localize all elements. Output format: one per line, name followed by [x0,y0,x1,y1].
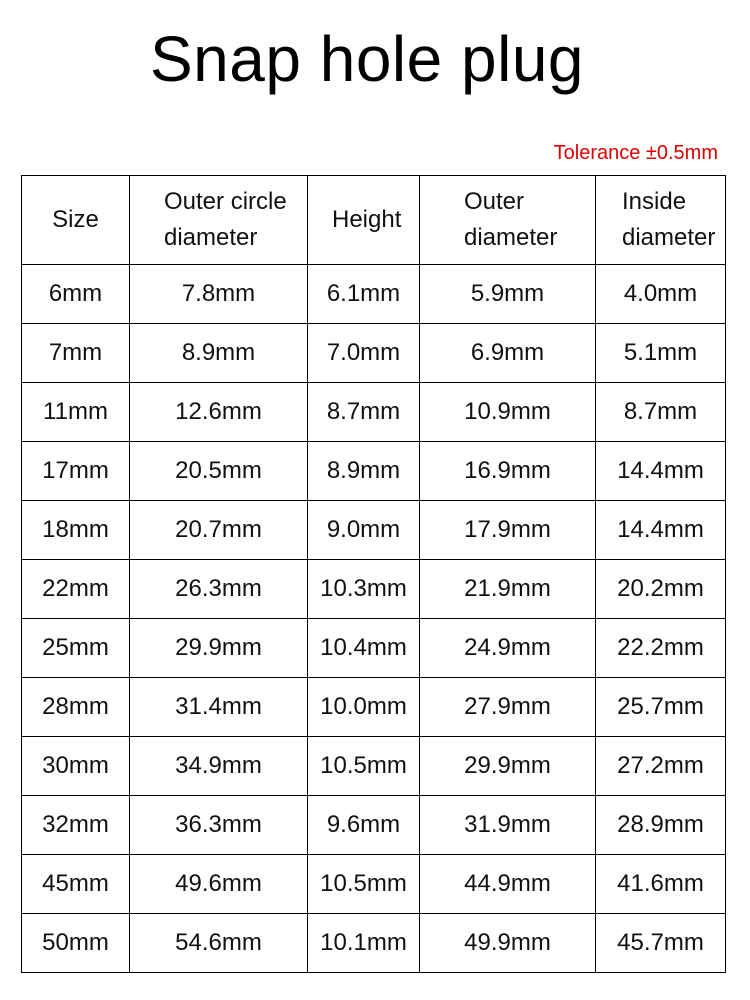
cell-outer-diameter: 31.9mm [420,796,596,855]
table-row [22,265,726,324]
cell-outer-diameter: 16.9mm [420,442,596,501]
cell-height: 9.0mm [308,501,420,560]
cell-outer-circle-diameter: 8.9mm [130,324,308,383]
cell-size: 45mm [22,855,130,914]
table-row [22,855,726,914]
cell-size: 28mm [22,678,130,737]
cell-inside-diameter: 20.2mm [596,560,726,619]
header-inside-diameter [596,176,726,265]
cell-outer-circle-diameter: 12.6mm [130,383,308,442]
cell-height: 8.9mm [308,442,420,501]
cell-outer-diameter: 49.9mm [420,914,596,973]
header-outer-diameter [420,176,596,265]
cell-outer-circle-diameter: 26.3mm [130,560,308,619]
header-size [22,176,130,265]
cell-height: 10.5mm [308,737,420,796]
cell-size: 11mm [22,383,130,442]
cell-size: 50mm [22,914,130,973]
page-title: Snap hole plug [149,23,585,95]
cell-inside-diameter: 22.2mm [596,619,726,678]
cell-size: 17mm [22,442,130,501]
cell-inside-diameter: 41.6mm [596,855,726,914]
cell-height: 7.0mm [308,324,420,383]
cell-outer-circle-diameter: 20.5mm [130,442,308,501]
cell-size: 25mm [22,619,130,678]
cell-outer-circle-diameter: 29.9mm [130,619,308,678]
table-row [22,737,726,796]
table-row [22,383,726,442]
header-size-label: Size [52,206,99,233]
table-row [22,442,726,501]
cell-size: 6mm [22,265,130,324]
header-height-label: Height [332,206,402,233]
cell-outer-diameter: 17.9mm [420,501,596,560]
cell-height: 10.1mm [308,914,420,973]
cell-outer-diameter: 24.9mm [420,619,596,678]
cell-inside-diameter: 25.7mm [596,678,726,737]
cell-outer-diameter: 10.9mm [420,383,596,442]
cell-size: 32mm [22,796,130,855]
cell-inside-diameter: 14.4mm [596,442,726,501]
cell-inside-diameter: 5.1mm [596,324,726,383]
cell-outer-circle-diameter: 34.9mm [130,737,308,796]
tolerance-note: Tolerance ±0.5mm [553,142,718,164]
cell-outer-circle-diameter: 49.6mm [130,855,308,914]
cell-outer-circle-diameter: 20.7mm [130,501,308,560]
cell-height: 6.1mm [308,265,420,324]
table-row [22,619,726,678]
cell-outer-circle-diameter: 54.6mm [130,914,308,973]
cell-outer-circle-diameter: 31.4mm [130,678,308,737]
cell-size: 18mm [22,501,130,560]
cell-outer-diameter: 5.9mm [420,265,596,324]
header-outer-circle-diameter [130,176,308,265]
header-outer-circle-line2: diameter [164,224,258,251]
cell-outer-circle-diameter: 7.8mm [130,265,308,324]
cell-size: 30mm [22,737,130,796]
header-outer-line1: Outer [464,188,525,215]
cell-inside-diameter: 14.4mm [596,501,726,560]
table-row [22,796,726,855]
header-outer-circle-line1: Outer circle [164,188,287,215]
header-outer-line2: diameter [464,224,558,251]
cell-outer-circle-diameter: 36.3mm [130,796,308,855]
table-row [22,501,726,560]
cell-inside-diameter: 27.2mm [596,737,726,796]
header-inside-line1: Inside [622,188,687,215]
table-row [22,324,726,383]
cell-inside-diameter: 4.0mm [596,265,726,324]
table-body [22,265,726,973]
cell-height: 10.4mm [308,619,420,678]
cell-outer-diameter: 21.9mm [420,560,596,619]
cell-outer-diameter: 44.9mm [420,855,596,914]
cell-size: 22mm [22,560,130,619]
cell-height: 9.6mm [308,796,420,855]
header-inside-line2: diameter [622,224,716,251]
cell-height: 10.3mm [308,560,420,619]
table-row [22,560,726,619]
table-row [22,678,726,737]
cell-height: 10.5mm [308,855,420,914]
cell-outer-diameter: 29.9mm [420,737,596,796]
cell-outer-diameter: 6.9mm [420,324,596,383]
cell-size: 7mm [22,324,130,383]
spec-table [21,175,726,973]
cell-inside-diameter: 45.7mm [596,914,726,973]
cell-inside-diameter: 28.9mm [596,796,726,855]
table-header-row [22,176,726,265]
header-height [308,176,420,265]
table-row [22,914,726,973]
cell-height: 8.7mm [308,383,420,442]
cell-outer-diameter: 27.9mm [420,678,596,737]
cell-inside-diameter: 8.7mm [596,383,726,442]
cell-height: 10.0mm [308,678,420,737]
